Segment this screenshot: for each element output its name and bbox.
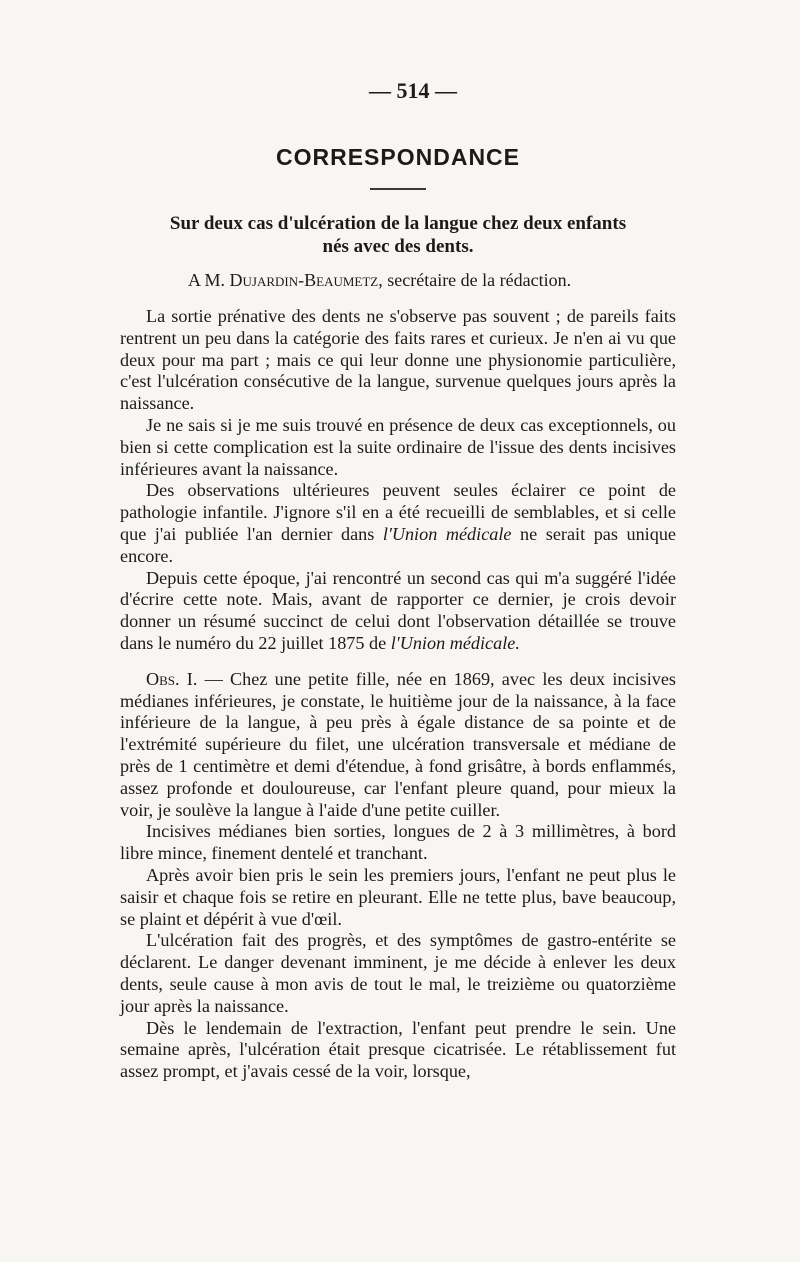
heading-rule — [370, 188, 426, 190]
addressee-prefix: A M. — [188, 270, 226, 290]
addressee-name: Dujardin-Beaumetz, — [229, 270, 383, 290]
observation-1 — [120, 669, 676, 822]
addressee-line — [120, 268, 676, 292]
paragraph-9: Dès le lendemain de l'extraction, l'enfant peut prendre le sein. Une semaine après, l'ulcération était presque cicatrisée. Le rétablissement fut assez prompt, et j'avais cessé de la voir, lorsque, — [120, 1017, 676, 1082]
paragraph-3 — [120, 480, 676, 567]
paragraph-2: Je ne sais si je me suis trouvé en présence de deux cas exceptionnels, ou bien si cette complication est la suite ordinaire de l'issue des dents incisives inférieures avant la naissance. — [120, 414, 676, 479]
paragraph-7: Après avoir bien pris le sein les premiers jours, l'enfant ne peut plus le saisir et chaque fois se retire en pleurant. Elle ne tette plus, bave beaucoup, se plaint et dépérit à vue d'œil. — [120, 864, 676, 929]
journal-title: l'Union médicale — [382, 523, 512, 544]
paragraph-6: Incisives médianes bien sorties, longues de 2 à 3 millimètres, à bord libre mince, finement dentelé et tranchant. — [120, 821, 676, 864]
paragraph-8: L'ulcération fait des progrès, et des symptômes de gastro-entérite se déclarent. Le danger devenant imminent, je me décide à enlever les deux dents, seule cause à mon avis de tout le mal, le treizième ou quatorzième jour après la naissance. — [120, 930, 676, 1016]
article-body — [120, 306, 676, 1083]
article-title — [120, 212, 676, 258]
paragraph-4-text: Depuis cette époque, j'ai rencontré un second cas qui m'a suggéré l'idée d'écrire cette note. Mais, avant de rapporter ce dernier, je crois devoir donner un résumé succinct de celui dont l'observation détaillée se trouve dans le numéro du 22 juillet 1875 de — [120, 567, 676, 653]
paragraph-3-text: Des observations ultérieures peuvent seules éclairer ce point de pathologie infantile. J'ignore s'il en a été recueilli de semblables, et si celle que j'ai publiée l'an dernier dans — [120, 480, 676, 544]
observation-1-text: — Chez une petite fille, née en 1869, avec les deux incisives médianes inférieures, je constate, le huitième jour de la naissance, à la face inférieure de la langue, à peu près à égale distance de sa pointe et de l'extrémité supérieure du filet, une ulcération transversale et médiane de près de 1 centimètre et demi d'étendue, à fond grisâtre, à bords enflammés, assez profonde et douloureuse, car l'enfant pleure quand, pour mieux la voir, je soulève la langue à l'aide d'une petite cuiller. — [120, 668, 676, 820]
observation-label: Obs. I. — [146, 668, 198, 689]
addressee-role: secrétaire de la rédaction. — [387, 270, 572, 290]
page-number: — 514 — — [369, 78, 457, 103]
journal-title: l'Union médicale. — [390, 632, 520, 653]
article-title-line1: Sur deux cas d'ulcération de la langue chez deux enfants — [169, 213, 627, 234]
book-page — [120, 78, 676, 1083]
section-heading: CORRESPONDANCE — [275, 144, 521, 170]
paragraph-4 — [120, 568, 676, 655]
paragraph-3-end: ne serait pas unique encore. — [120, 523, 676, 566]
article-title-line2: nés avec des dents. — [322, 236, 474, 257]
paragraph-1: La sortie prénative des dents ne s'observe pas souvent ; de pareils faits rentrent un peu dans la catégorie des faits rares et curieux. Je n'en ai vu que deux pour ma part ; mais ce qui leur donne une physionomie particulière, c'est l'ulcération consécutive de la langue, survenue quelques jours après la naissance. — [120, 306, 676, 414]
